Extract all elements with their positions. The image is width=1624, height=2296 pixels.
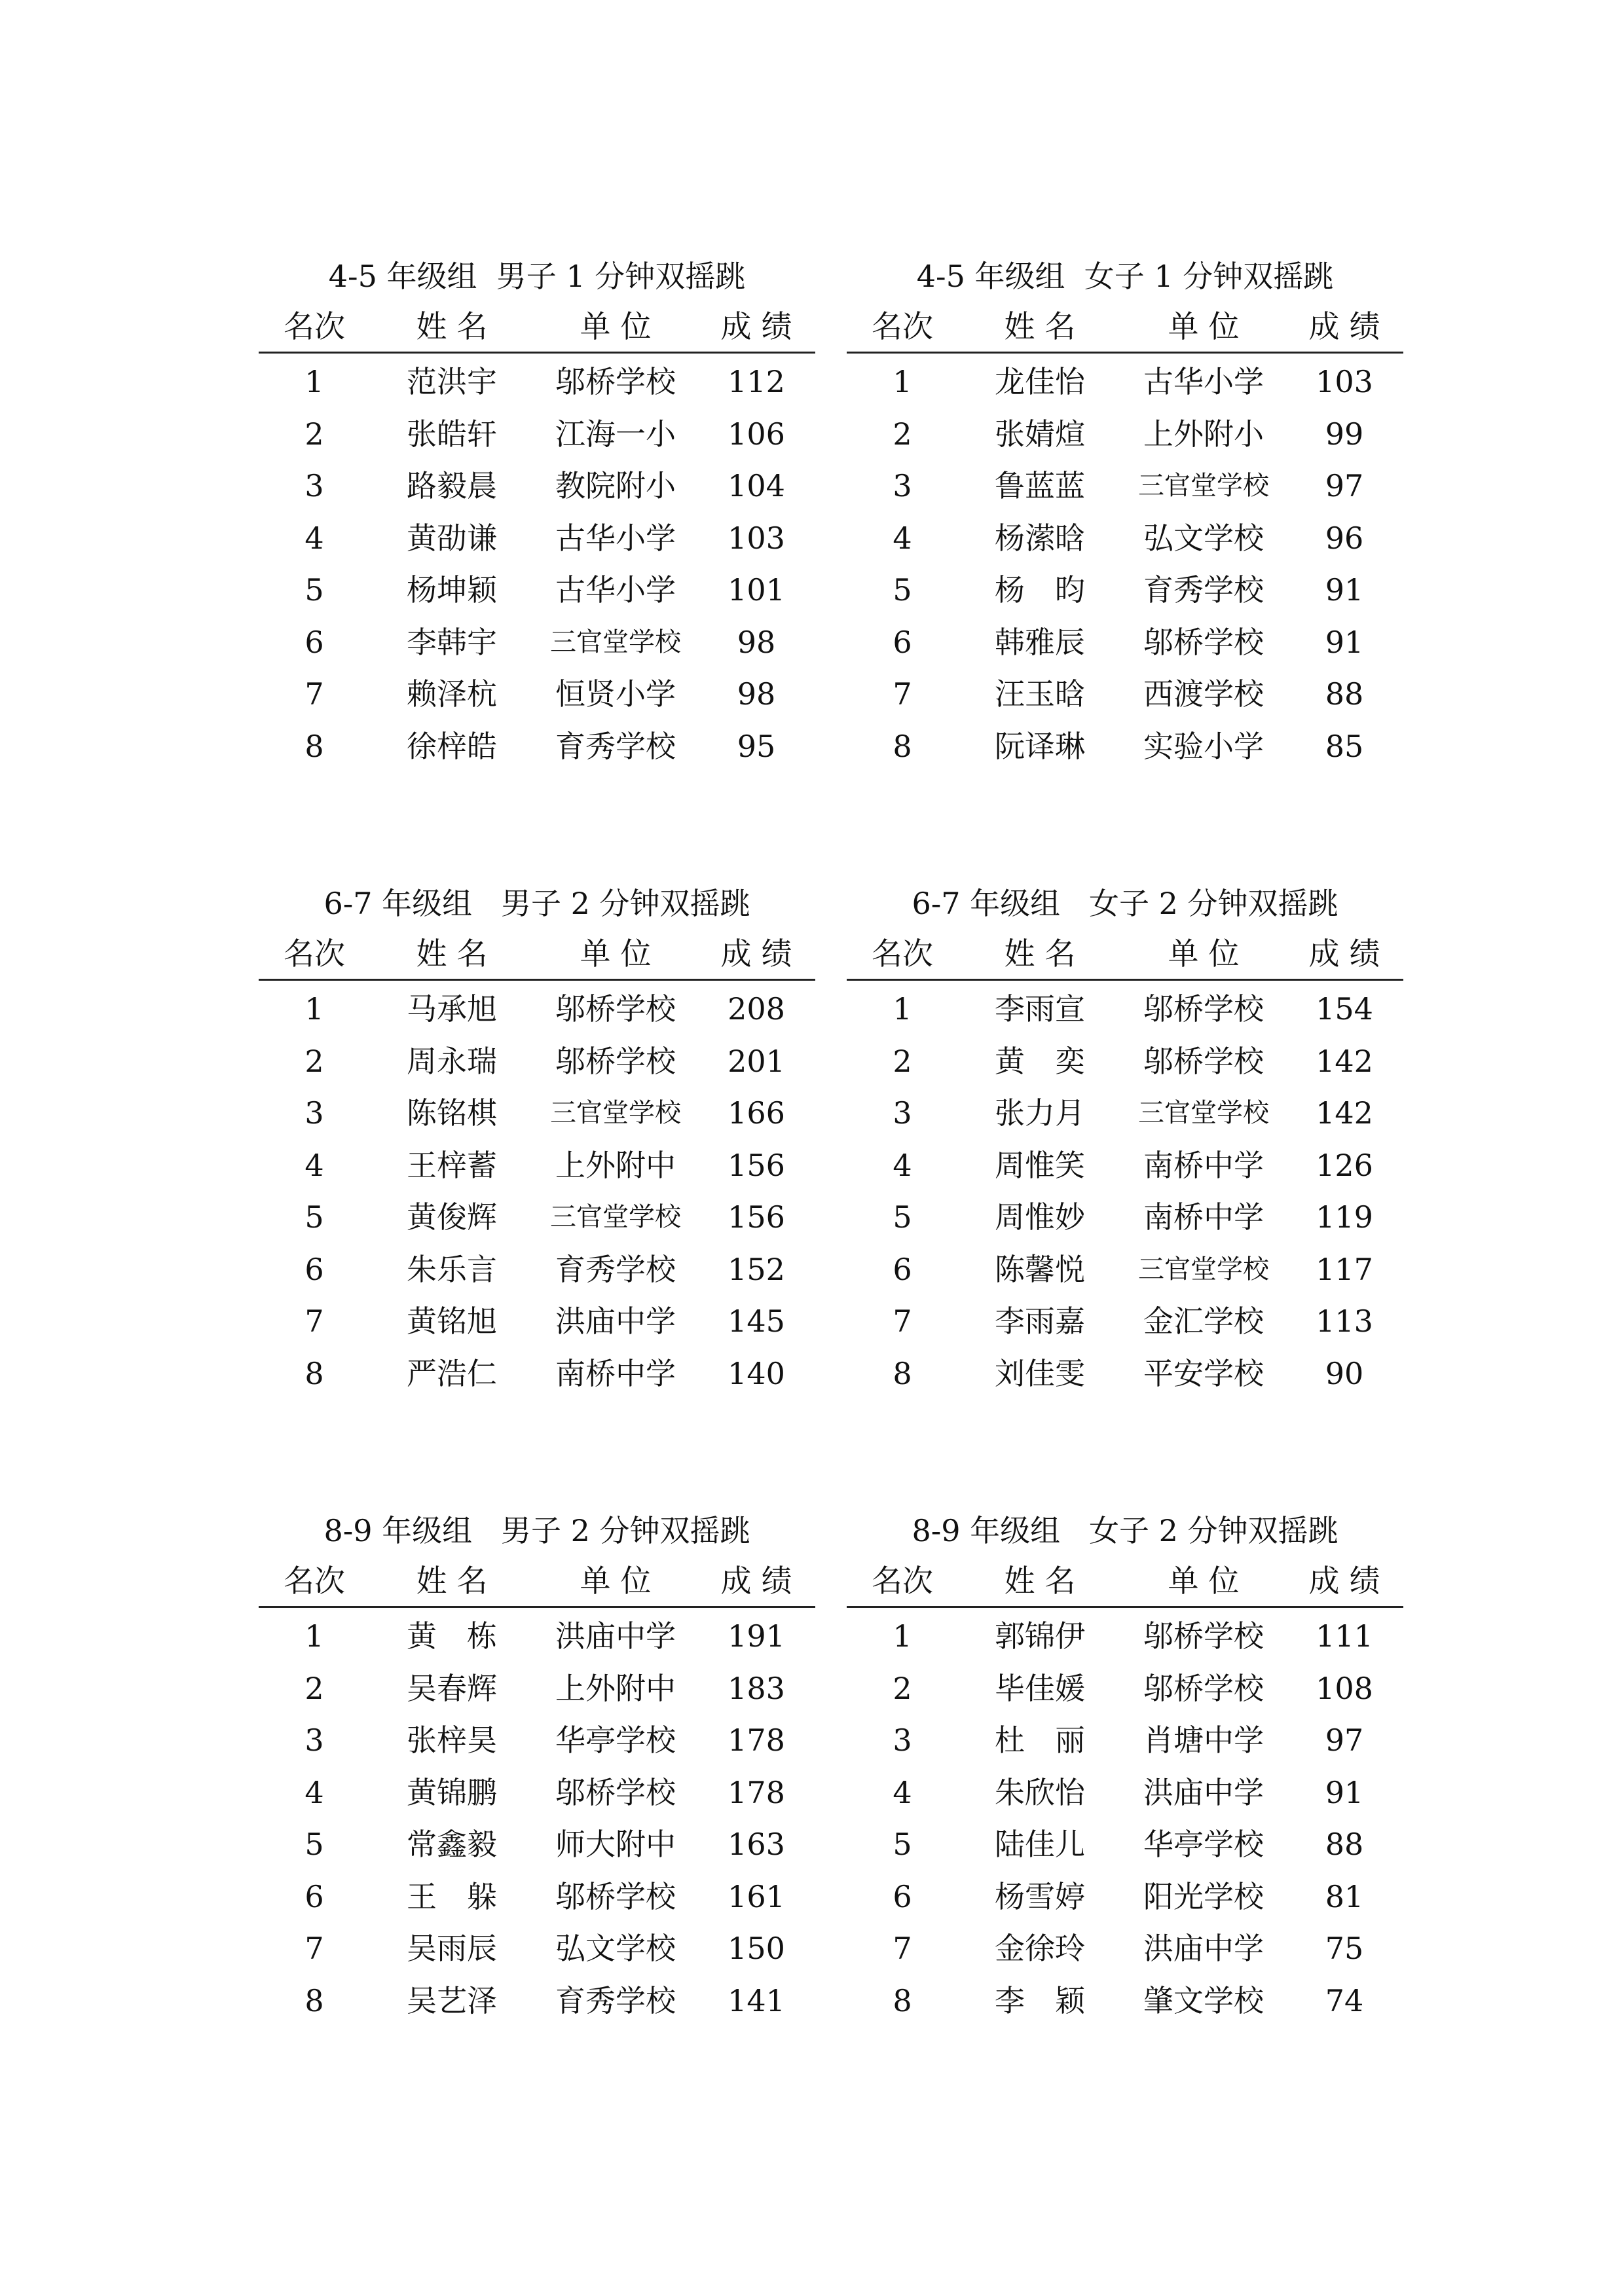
rank-cell: 5: [304, 1199, 324, 1235]
unit-cell: 肖塘中学: [1143, 1722, 1264, 1758]
name-cell: 吴春辉: [407, 1670, 497, 1706]
table-row: [259, 513, 815, 565]
table-row: [847, 721, 1403, 773]
name-cell: 王 躲: [407, 1878, 497, 1914]
table-row: [847, 983, 1403, 1036]
rank-cell: 1: [893, 1618, 912, 1654]
rank-cell: 5: [893, 1827, 912, 1862]
rank-cell: 3: [893, 468, 912, 503]
score-cell: 156: [728, 1199, 785, 1235]
table-title: 4-5 年级组 女子 1 分钟双摇跳: [916, 259, 1334, 294]
name-cell: 常鑫毅: [407, 1827, 497, 1862]
name-cell: 杨雪婷: [995, 1878, 1085, 1914]
header-rank: 名次: [284, 309, 345, 345]
table-row: [847, 1871, 1403, 1923]
score-cell: 103: [1316, 364, 1373, 399]
rank-cell: 8: [304, 728, 324, 764]
rank-cell: 3: [304, 468, 324, 503]
score-cell: 97: [1325, 468, 1364, 503]
unit-cell: 古华小学: [555, 572, 676, 608]
score-cell: 88: [1325, 1827, 1364, 1862]
score-cell: 154: [1316, 991, 1373, 1027]
table-row: [847, 1244, 1403, 1296]
unit-cell: 洪庙中学: [555, 1303, 676, 1339]
score-cell: 163: [728, 1827, 785, 1862]
unit-cell: 弘文学校: [1143, 520, 1264, 556]
header-name: 姓 名: [416, 309, 488, 345]
score-cell: 91: [1325, 572, 1364, 608]
name-cell: 周惟妙: [995, 1199, 1085, 1235]
table-row: [259, 617, 815, 669]
header-unit: 单 位: [1168, 309, 1240, 345]
unit-cell: 育秀学校: [555, 1982, 676, 2018]
header-name: 姓 名: [416, 936, 488, 972]
header-score: 成 绩: [1308, 309, 1380, 345]
header-name: 姓 名: [1004, 309, 1076, 345]
score-cell: 106: [728, 416, 785, 452]
name-cell: 李韩宇: [407, 624, 497, 660]
score-cell: 81: [1325, 1878, 1364, 1914]
table-row: [259, 1244, 815, 1296]
table-row: [847, 460, 1403, 513]
table-row: [847, 1296, 1403, 1348]
score-cell: 91: [1325, 624, 1364, 660]
table-row: [259, 1663, 815, 1715]
name-cell: 赖泽杭: [407, 676, 497, 712]
name-cell: 杨坤颖: [407, 572, 497, 608]
table-body: [847, 1611, 1403, 2027]
name-cell: 杨潆晗: [995, 520, 1085, 556]
rank-cell: 4: [304, 520, 324, 556]
header-rank: 名次: [284, 936, 345, 972]
score-cell: 208: [728, 991, 785, 1027]
score-cell: 161: [728, 1878, 785, 1914]
score-cell: 191: [728, 1618, 785, 1654]
header-unit: 单 位: [1168, 1563, 1240, 1599]
table-row: [259, 668, 815, 721]
header-unit: 单 位: [580, 309, 652, 345]
table-header-row: [259, 306, 815, 354]
unit-cell: 肇文学校: [1143, 1982, 1264, 2018]
rank-cell: 6: [304, 1878, 324, 1914]
rank-cell: 2: [304, 416, 324, 452]
table-header-row: [847, 306, 1403, 354]
score-cell: 183: [728, 1670, 785, 1706]
unit-cell: 华亭学校: [1143, 1827, 1264, 1862]
table-row: [259, 356, 815, 409]
score-cell: 99: [1325, 416, 1364, 452]
unit-cell: 平安学校: [1143, 1355, 1264, 1391]
unit-cell: 邬桥学校: [555, 1878, 676, 1914]
unit-cell: 邬桥学校: [1143, 1043, 1264, 1079]
table-row: [847, 1923, 1403, 1975]
unit-cell: 邬桥学校: [1143, 1670, 1264, 1706]
rank-cell: 8: [893, 1355, 912, 1391]
unit-cell: 华亭学校: [555, 1722, 676, 1758]
score-cell: 178: [728, 1774, 785, 1810]
table-row: [847, 1036, 1403, 1088]
unit-cell: 洪庙中学: [555, 1618, 676, 1654]
table-row: [847, 1140, 1403, 1192]
score-cell: 145: [728, 1303, 785, 1339]
score-cell: 88: [1325, 676, 1364, 712]
table-row: [259, 1975, 815, 2028]
table-row: [259, 1087, 815, 1140]
rank-cell: 2: [893, 1670, 912, 1706]
table-row: [259, 1767, 815, 1819]
rank-cell: 5: [304, 572, 324, 608]
unit-cell: 恒贤小学: [555, 676, 676, 712]
name-cell: 黄劭谦: [407, 520, 497, 556]
rank-cell: 4: [304, 1147, 324, 1183]
rank-cell: 4: [304, 1774, 324, 1810]
name-cell: 汪玉晗: [995, 676, 1085, 712]
name-cell: 张皓轩: [407, 416, 497, 452]
rank-cell: 2: [893, 416, 912, 452]
name-cell: 李雨宣: [995, 991, 1085, 1027]
name-cell: 郭锦伊: [995, 1618, 1085, 1654]
score-cell: 98: [737, 676, 776, 712]
unit-cell: 洪庙中学: [1143, 1774, 1264, 1810]
rank-cell: 7: [893, 1303, 912, 1339]
unit-cell: 古华小学: [1143, 364, 1264, 399]
rank-cell: 3: [893, 1095, 912, 1131]
name-cell: 金徐玲: [995, 1931, 1085, 1966]
name-cell: 徐梓皓: [407, 728, 497, 764]
unit-cell: 育秀学校: [555, 1251, 676, 1287]
rank-cell: 6: [304, 1251, 324, 1287]
unit-cell: 上外附中: [555, 1670, 676, 1706]
table-row: [847, 617, 1403, 669]
score-cell: 150: [728, 1931, 785, 1966]
header-unit: 单 位: [580, 936, 652, 972]
rank-cell: 1: [304, 1618, 324, 1654]
name-cell: 杨 昀: [995, 572, 1085, 608]
score-cell: 113: [1316, 1303, 1373, 1339]
rank-cell: 7: [304, 1931, 324, 1966]
table-row: [847, 1611, 1403, 1663]
score-cell: 101: [728, 572, 785, 608]
score-cell: 166: [728, 1095, 785, 1131]
table-row: [847, 668, 1403, 721]
unit-cell: 实验小学: [1143, 728, 1264, 764]
rank-cell: 5: [893, 1199, 912, 1235]
table-body: [259, 983, 815, 1400]
header-name: 姓 名: [1004, 1563, 1076, 1599]
score-cell: 141: [728, 1982, 785, 2018]
unit-cell: 洪庙中学: [1143, 1931, 1264, 1966]
rank-cell: 6: [304, 624, 324, 660]
header-rank: 名次: [872, 309, 933, 345]
unit-cell: 三官堂学校: [1138, 1254, 1269, 1285]
name-cell: 杜 丽: [995, 1722, 1085, 1758]
table-header-row: [847, 933, 1403, 981]
table-row: [847, 1087, 1403, 1140]
rank-cell: 7: [893, 1931, 912, 1966]
table-row: [259, 1348, 815, 1400]
name-cell: 陆佳儿: [995, 1827, 1085, 1862]
name-cell: 黄俊辉: [407, 1199, 497, 1235]
header-score: 成 绩: [1308, 1563, 1380, 1599]
rank-cell: 3: [304, 1722, 324, 1758]
rank-cell: 5: [304, 1827, 324, 1862]
table-row: [259, 1036, 815, 1088]
score-cell: 112: [728, 364, 785, 399]
name-cell: 陈馨悦: [995, 1251, 1085, 1287]
score-cell: 74: [1325, 1982, 1364, 2018]
rank-cell: 8: [304, 1355, 324, 1391]
rank-cell: 1: [304, 991, 324, 1027]
rank-cell: 2: [304, 1043, 324, 1079]
name-cell: 周永瑞: [407, 1043, 497, 1079]
unit-cell: 师大附中: [555, 1827, 676, 1862]
table-row: [847, 356, 1403, 409]
score-cell: 75: [1325, 1931, 1364, 1966]
table-row: [259, 1140, 815, 1192]
score-cell: 119: [1316, 1199, 1373, 1235]
table-row: [847, 1975, 1403, 2028]
rank-cell: 6: [893, 1878, 912, 1914]
name-cell: 黄 栋: [407, 1618, 497, 1654]
table-row: [259, 1192, 815, 1244]
unit-cell: 邬桥学校: [555, 1774, 676, 1810]
name-cell: 黄铭旭: [407, 1303, 497, 1339]
score-cell: 117: [1316, 1251, 1373, 1287]
rank-cell: 1: [893, 364, 912, 399]
table-header-row: [847, 1560, 1403, 1608]
score-cell: 126: [1316, 1147, 1373, 1183]
name-cell: 黄锦鹏: [407, 1774, 497, 1810]
unit-cell: 教院附小: [555, 468, 676, 503]
name-cell: 吴艺泽: [407, 1982, 497, 2018]
rank-cell: 8: [893, 728, 912, 764]
name-cell: 周惟笑: [995, 1147, 1085, 1183]
table-row: [259, 1819, 815, 1871]
header-name: 姓 名: [1004, 936, 1076, 972]
table-row: [847, 1767, 1403, 1819]
score-cell: 91: [1325, 1774, 1364, 1810]
unit-cell: 三官堂学校: [1138, 1098, 1269, 1128]
score-cell: 108: [1316, 1670, 1373, 1706]
table-title: 8-9 年级组 女子 2 分钟双摇跳: [912, 1513, 1338, 1548]
score-cell: 98: [737, 624, 776, 660]
rank-cell: 4: [893, 1774, 912, 1810]
score-cell: 97: [1325, 1722, 1364, 1758]
score-cell: 103: [728, 520, 785, 556]
unit-cell: 三官堂学校: [550, 627, 681, 657]
unit-cell: 邬桥学校: [1143, 991, 1264, 1027]
score-cell: 85: [1325, 728, 1364, 764]
header-rank: 名次: [284, 1563, 345, 1599]
name-cell: 鲁蓝蓝: [995, 468, 1085, 503]
rank-cell: 7: [304, 1303, 324, 1339]
table-row: [847, 1192, 1403, 1244]
name-cell: 陈铭棋: [407, 1095, 497, 1131]
header-rank: 名次: [872, 936, 933, 972]
name-cell: 张力月: [995, 1095, 1085, 1131]
table-row: [259, 564, 815, 617]
table-row: [847, 513, 1403, 565]
rank-cell: 5: [893, 572, 912, 608]
score-cell: 95: [737, 728, 776, 764]
table-row: [259, 1296, 815, 1348]
unit-cell: 上外附小: [1143, 416, 1264, 452]
name-cell: 马承旭: [407, 991, 497, 1027]
score-cell: 142: [1316, 1043, 1373, 1079]
score-cell: 90: [1325, 1355, 1364, 1391]
unit-cell: 南桥中学: [1143, 1147, 1264, 1183]
name-cell: 吴雨辰: [407, 1931, 497, 1966]
unit-cell: 西渡学校: [1143, 676, 1264, 712]
score-cell: 104: [728, 468, 785, 503]
table-title: 8-9 年级组 男子 2 分钟双摇跳: [323, 1513, 750, 1548]
score-cell: 178: [728, 1722, 785, 1758]
rank-cell: 2: [304, 1670, 324, 1706]
table-row: [847, 1819, 1403, 1871]
name-cell: 张梓昊: [407, 1722, 497, 1758]
table-title: 4-5 年级组 男子 1 分钟双摇跳: [328, 259, 746, 294]
table-row: [259, 1923, 815, 1975]
rank-cell: 7: [304, 676, 324, 712]
header-score: 成 绩: [720, 1563, 792, 1599]
score-cell: 152: [728, 1251, 785, 1287]
unit-cell: 育秀学校: [555, 728, 676, 764]
rank-cell: 8: [304, 1982, 324, 2018]
unit-cell: 南桥中学: [1143, 1199, 1264, 1235]
rank-cell: 7: [893, 676, 912, 712]
rank-cell: 3: [893, 1722, 912, 1758]
rank-cell: 1: [304, 364, 324, 399]
table-row: [259, 1871, 815, 1923]
unit-cell: 金汇学校: [1143, 1303, 1264, 1339]
table-row: [259, 409, 815, 461]
name-cell: 朱欣怡: [995, 1774, 1085, 1810]
name-cell: 刘佳雯: [995, 1355, 1085, 1391]
unit-cell: 三官堂学校: [550, 1202, 681, 1232]
name-cell: 李 颖: [995, 1982, 1085, 2018]
unit-cell: 邬桥学校: [1143, 624, 1264, 660]
unit-cell: 南桥中学: [555, 1355, 676, 1391]
name-cell: 王梓蓄: [407, 1147, 497, 1183]
table-body: [847, 356, 1403, 773]
table-row: [259, 1611, 815, 1663]
rank-cell: 4: [893, 1147, 912, 1183]
name-cell: 黄 奕: [995, 1043, 1085, 1079]
score-cell: 142: [1316, 1095, 1373, 1131]
unit-cell: 邬桥学校: [1143, 1618, 1264, 1654]
rank-cell: 2: [893, 1043, 912, 1079]
name-cell: 严浩仁: [407, 1355, 497, 1391]
name-cell: 阮译琳: [995, 728, 1085, 764]
table-row: [847, 1348, 1403, 1400]
header-score: 成 绩: [720, 936, 792, 972]
score-cell: 156: [728, 1147, 785, 1183]
unit-cell: 三官堂学校: [1138, 471, 1269, 501]
table-row: [847, 564, 1403, 617]
header-score: 成 绩: [1308, 936, 1380, 972]
rank-cell: 8: [893, 1982, 912, 2018]
rank-cell: 1: [893, 991, 912, 1027]
rank-cell: 4: [893, 520, 912, 556]
header-name: 姓 名: [416, 1563, 488, 1599]
table-header-row: [259, 933, 815, 981]
name-cell: 毕佳媛: [995, 1670, 1085, 1706]
table-row: [847, 1663, 1403, 1715]
table-row: [259, 721, 815, 773]
header-unit: 单 位: [1168, 936, 1240, 972]
table-body: [847, 983, 1403, 1400]
unit-cell: 育秀学校: [1143, 572, 1264, 608]
table-row: [259, 983, 815, 1036]
table-row: [847, 409, 1403, 461]
unit-cell: 弘文学校: [555, 1931, 676, 1966]
score-cell: 201: [728, 1043, 785, 1079]
rank-cell: 3: [304, 1095, 324, 1131]
unit-cell: 古华小学: [555, 520, 676, 556]
name-cell: 龙佳怡: [995, 364, 1085, 399]
score-cell: 96: [1325, 520, 1364, 556]
score-cell: 111: [1316, 1618, 1373, 1654]
table-row: [259, 1715, 815, 1767]
rank-cell: 6: [893, 624, 912, 660]
unit-cell: 江海一小: [555, 416, 676, 452]
table-row: [259, 460, 815, 513]
header-rank: 名次: [872, 1563, 933, 1599]
rank-cell: 6: [893, 1251, 912, 1287]
table-row: [847, 1715, 1403, 1767]
name-cell: 张婧煊: [995, 416, 1085, 452]
name-cell: 韩雅辰: [995, 624, 1085, 660]
unit-cell: 邬桥学校: [555, 1043, 676, 1079]
header-unit: 单 位: [580, 1563, 652, 1599]
name-cell: 路毅晨: [407, 468, 497, 503]
header-score: 成 绩: [720, 309, 792, 345]
unit-cell: 三官堂学校: [550, 1098, 681, 1128]
unit-cell: 上外附中: [555, 1147, 676, 1183]
table-body: [259, 356, 815, 773]
name-cell: 范洪宇: [407, 364, 497, 399]
table-header-row: [259, 1560, 815, 1608]
table-title: 6-7 年级组 女子 2 分钟双摇跳: [912, 886, 1338, 921]
name-cell: 李雨嘉: [995, 1303, 1085, 1339]
unit-cell: 阳光学校: [1143, 1878, 1264, 1914]
score-cell: 140: [728, 1355, 785, 1391]
name-cell: 朱乐言: [407, 1251, 497, 1287]
unit-cell: 邬桥学校: [555, 991, 676, 1027]
table-title: 6-7 年级组 男子 2 分钟双摇跳: [323, 886, 750, 921]
table-body: [259, 1611, 815, 2027]
unit-cell: 邬桥学校: [555, 364, 676, 399]
